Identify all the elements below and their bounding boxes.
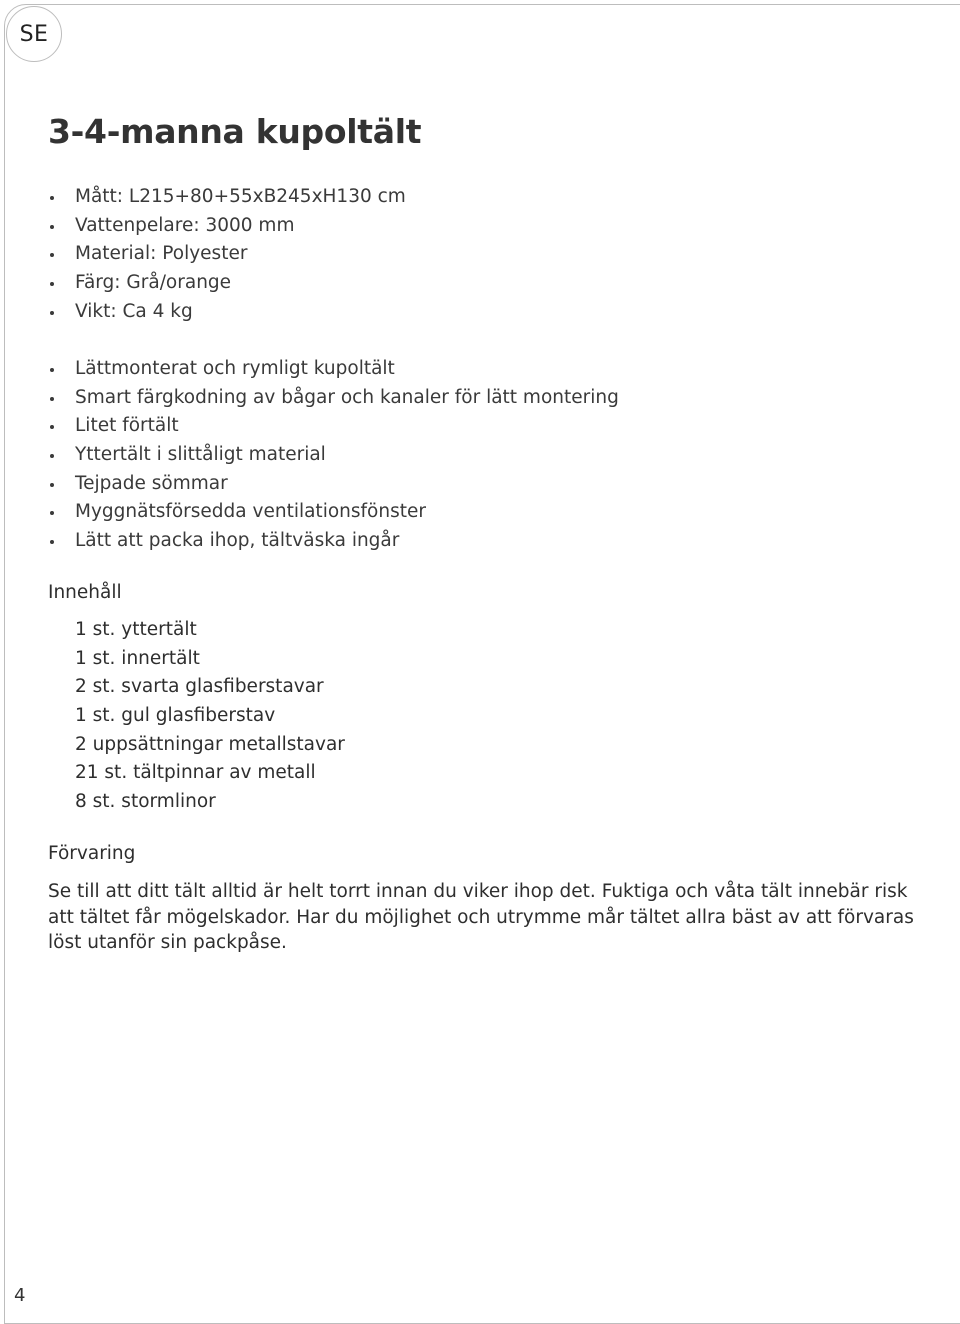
list-item: Smart färgkodning av bågar och kanaler för lätt montering	[48, 384, 619, 413]
features-list	[48, 355, 619, 556]
list-item: 8 st. stormlinor	[75, 791, 216, 813]
list-item: Lättmonterat och rymligt kupoltält	[48, 355, 619, 384]
list-item: Myggnätsförsedda ventilationsfönster	[48, 498, 619, 527]
list-item: 1 st. innertält	[75, 647, 200, 669]
page-title: 3-4-manna kupoltält	[48, 112, 422, 151]
list-item: Litet förtält	[48, 412, 619, 441]
storage-heading: Förvaring	[48, 843, 136, 864]
list-item: Vattenpelare: 3000 mm	[48, 212, 406, 241]
contents-heading: Innehåll	[48, 582, 122, 603]
page-number: 4	[14, 1285, 26, 1306]
list-item: 1 st. yttertält	[75, 619, 197, 640]
list-item: 2 st. svarta glasfiberstavar	[75, 676, 324, 698]
list-item: Mått: L215+80+55xB245xH130 cm	[48, 183, 406, 212]
storage-paragraph: Se till att ditt tält alltid är helt torrt innan du viker ihop det. Fuktiga och våta tält innebär risk att tältet får mögelskador. Har du möjlighet och utrymme mår tältet allra bäst av att förvaras löst utanför sin packpåse.	[48, 881, 914, 953]
contents-list	[75, 616, 345, 817]
list-item: Vikt: Ca 4 kg	[48, 298, 406, 327]
specs-list	[48, 183, 406, 326]
list-item: Yttertält i slittåligt material	[48, 441, 619, 470]
list-item: Lätt att packa ihop, tältväska ingår	[48, 527, 619, 556]
list-item: 1 st. gul glasfiberstav	[75, 705, 276, 727]
list-item: Material: Polyester	[48, 240, 406, 269]
list-item: 21 st. tältpinnar av metall	[75, 762, 316, 784]
list-item: 2 uppsättningar metallstavar	[75, 733, 345, 755]
list-item: Tejpade sömmar	[48, 470, 619, 499]
list-item: Färg: Grå/orange	[48, 269, 406, 298]
language-badge: SE	[6, 6, 62, 62]
